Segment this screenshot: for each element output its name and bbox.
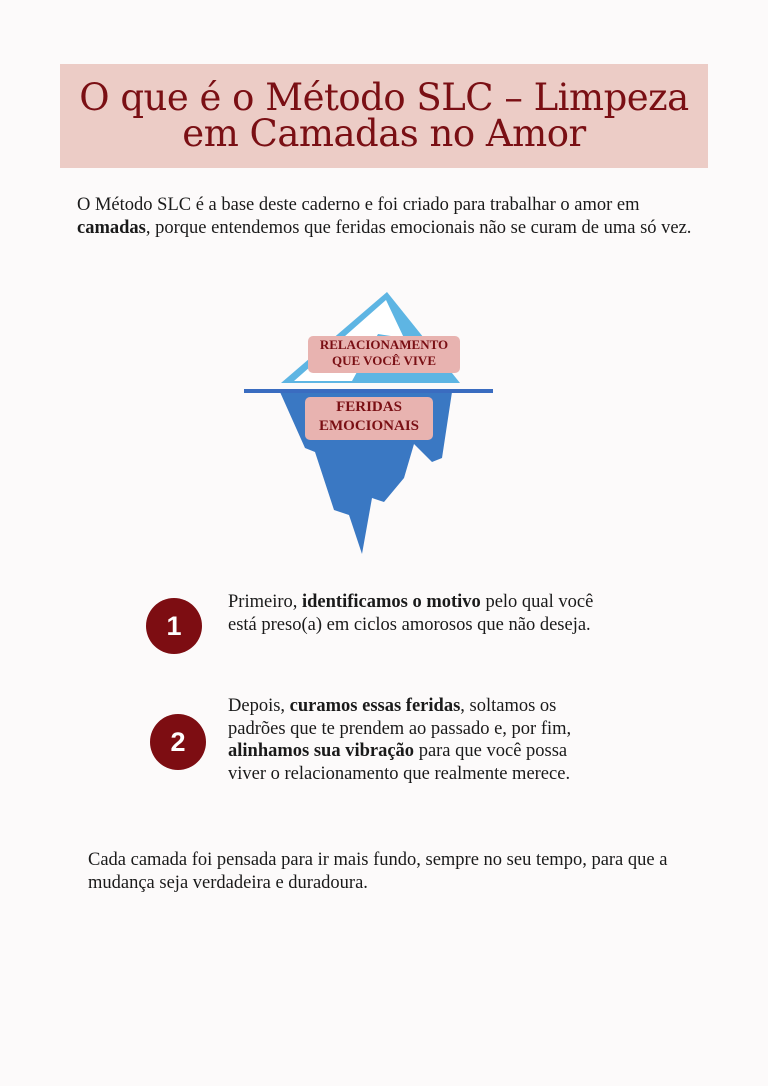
- step-2-text-middle: , soltamos os padrões que te prendem ao passado e, por fim,: [228, 696, 572, 739]
- step-2-bold-2: alinhamos sua vibração: [228, 741, 415, 761]
- step-2-text-end: para que você possa viver o relacionamento que realmente merece.: [228, 741, 571, 784]
- waterline: [244, 389, 493, 393]
- iceberg-label-relationship: [308, 336, 460, 373]
- wounds-label-line-1: FERIDAS: [336, 399, 402, 415]
- step-2-text: [228, 695, 603, 785]
- closing-paragraph: Cada camada foi pensada para ir mais fundo, sempre no seu tempo, para que a mudança seja verdadeira e duradoura.: [88, 850, 668, 893]
- step-2-bold-1: curamos essas feridas: [289, 696, 461, 716]
- wounds-label-line-2: EMOCIONAIS: [318, 418, 419, 434]
- intro-text-start: O Método SLC é a base deste caderno e foi criado para trabalhar o amor em: [77, 195, 640, 215]
- step-1-text-end: pelo qual você está preso(a) em ciclos amorosos que não deseja.: [228, 592, 594, 635]
- step-1-bold: identificamos o motivo: [302, 592, 481, 612]
- step-1-number-badge: 1: [146, 598, 202, 654]
- relationship-label-line-1: RELACIONAMENTO: [319, 337, 449, 352]
- intro-text-end: , porque entendemos que feridas emocionais não se curam de uma só vez.: [145, 217, 692, 238]
- step-1-text-start: Primeiro,: [228, 592, 302, 612]
- iceberg-label-emotional-wounds: [305, 397, 433, 440]
- step-2-text-start: Depois,: [228, 696, 290, 716]
- page-title-line-1: O que é o Método SLC – Limpeza: [79, 76, 689, 119]
- relationship-label-line-2: QUE VOCÊ VIVE: [331, 352, 436, 368]
- intro-bold-camadas: camadas: [77, 217, 146, 238]
- step-2-number-badge: 2: [150, 714, 206, 770]
- step-1-text: [228, 591, 603, 636]
- page-title-line-2: em Camadas no Amor: [182, 112, 586, 155]
